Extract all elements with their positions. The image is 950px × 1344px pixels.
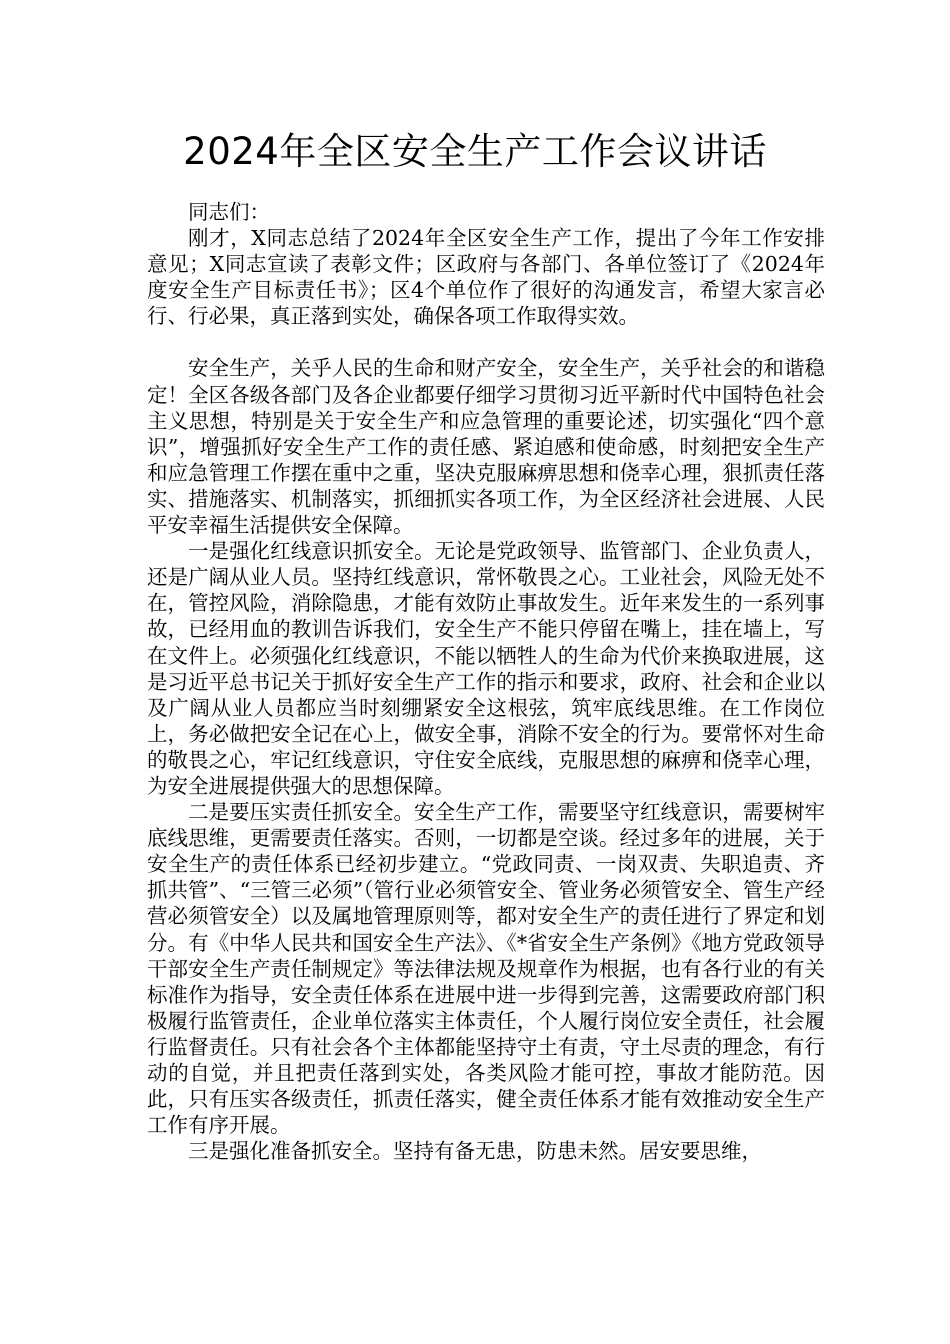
paragraph-intro: 刚才，X同志总结了2024年全区安全生产工作，提出了今年工作安排意见；X同志宣读了表彰文件；区政府与各部门、各单位签订了《2024年度安全生产目标责任书》；区4个单位作了很好的沟通发言，希望大家言必行、行必果，真正落到实处，确保各项工作取得实效。 [147, 226, 825, 329]
document-body [147, 199, 825, 1164]
salutation: 同志们： [188, 200, 270, 224]
paragraph-overview: 安全生产，关乎人民的生命和财产安全，安全生产，关乎社会的和谐稳定！全区各级各部门及各企业都要仔细学习贯彻习近平新时代中国特色社会主义思想，特别是关于安全生产和应急管理的重要论述，切实强化“四个意识”，增强抓好安全生产工作的责任感、紧迫感和使命感，时刻把安全生产和应急管理工作摆在重中之重，坚决克服麻痹思想和侥幸心理，狠抓责任落实、措施落实、机制落实，抓细抓实各项工作，为全区经济社会进展、人民平安幸福生活提供安全保障。 [147, 356, 825, 538]
paragraph-point-one: 一是强化红线意识抓安全。无论是党政领导、监管部门、企业负责人，还是广阔从业人员。坚持红线意识，常怀敬畏之心。工业社会，风险无处不在，管控风险，消除隐患，才能有效防止事故发生。近年来发生的一系列事故，已经用血的教训告诉我们，安全生产不能只停留在嘴上，挂在墙上，写在文件上。必须强化红线意识，不能以牺牲人的生命为代价来换取进展，这是习近平总书记关于抓好安全生产工作的指示和要求，政府、社会和企业以及广阔从业人员都应当时刻绷紧安全这根弦，筑牢底线思维。在工作岗位上，务必做把安全记在心上，做安全事，消除不安全的行为。要常怀对生命的敬畏之心，牢记红线意识，守住安全底线，克服思想的麻痹和侥幸心理，为安全进展提供强大的思想保障。 [147, 539, 825, 798]
paragraph-point-two: 二是要压实责任抓安全。安全生产工作，需要坚守红线意识，需要树牢底线思维，更需要责任落实。否则，一切都是空谈。经过多年的进展，关于安全生产的责任体系已经初步建立。“党政同责、一岗双责、失职追责、齐抓共管”、“三管三必须”（管行业必须管安全、管业务必须管安全、管生产经营必须管安全）以及属地管理原则等，都对安全生产的责任进行了界定和划分。有《中华人民共和国安全生产法》、《*省安全生产条例》《地方党政领导干部安全生产责任制规定》等法律法规及规章作为根据，也有各行业的有关标准作为指导，安全责任体系在进展中进一步得到完善，这需要政府部门积极履行监管责任，企业单位落实主体责任，个人履行岗位安全责任，社会履行监督责任。只有社会各个主体都能坚持守土有责，守土尽责的理念，有行动的自觉，并且把责任落到实处，各类风险才能可控，事故才能防范。因此，只有压实各级责任，抓责任落实，健全责任体系才能有效推动安全生产工作有序开展。 [147, 800, 825, 1138]
document-title: 2024年全区安全生产工作会议讲话 [183, 130, 767, 173]
paragraph-point-three: 三是强化准备抓安全。坚持有备无患，防患未然。居安要思维， [188, 1139, 762, 1164]
paragraph-spacer [147, 329, 825, 355]
